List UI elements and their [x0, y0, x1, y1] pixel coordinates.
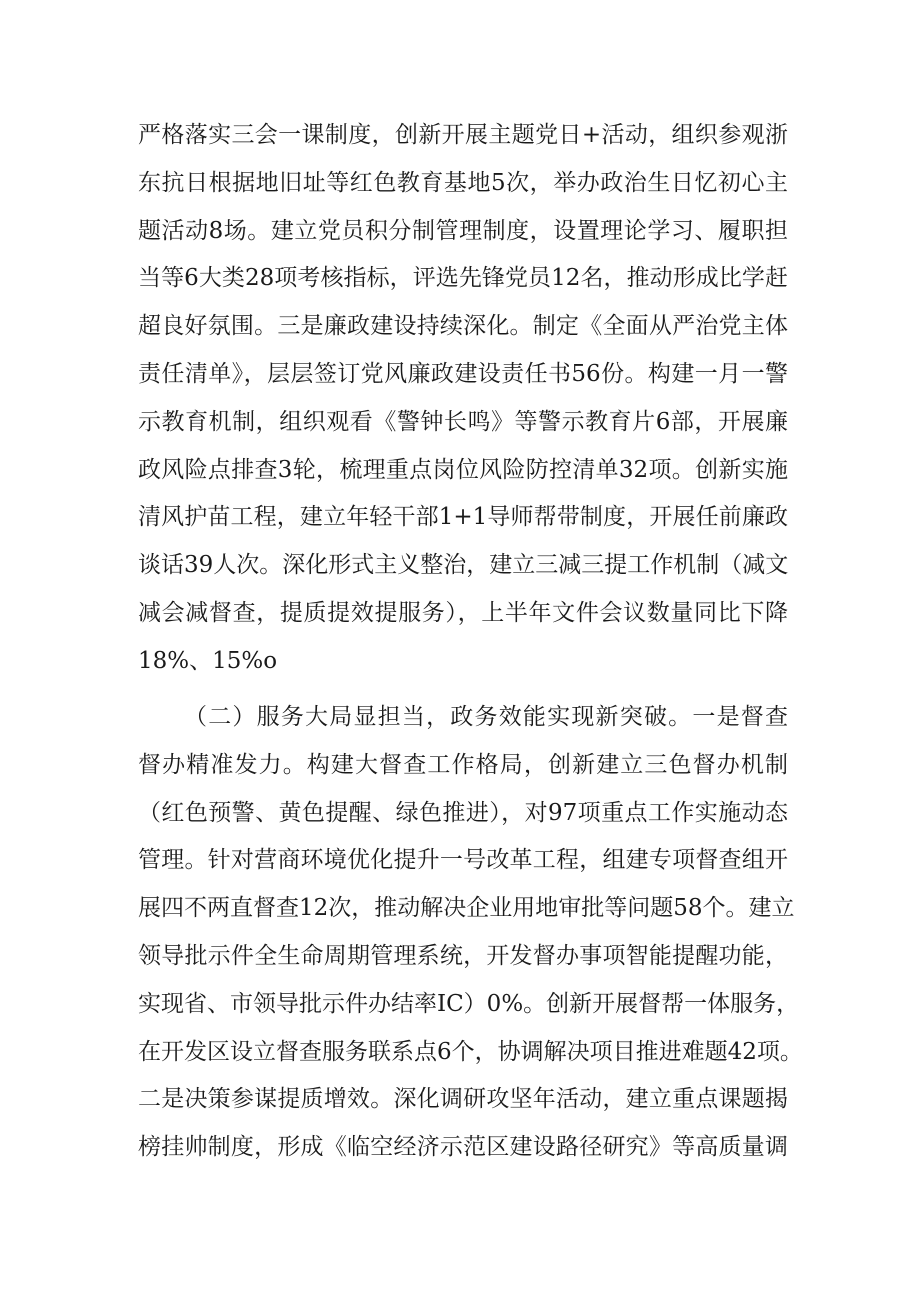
text-line: 当等6大类28项考核指标，评选先锋党员12名，推动形成比学赶: [138, 265, 788, 292]
text-line: 责任清单》，层层签订党风廉政建设责任书56份。构建一月一警: [138, 360, 788, 387]
paragraph-1: [138, 112, 788, 686]
text-line: 18%、15%o: [138, 647, 278, 674]
text-line: 榜挂帅制度，形成《临空经济示范区建设路径研究》等高质量调: [138, 1134, 788, 1161]
text-line: 管理。针对营商环境优化提升一号改革工程，组建专项督查组开: [138, 847, 788, 874]
text-line: 东抗日根据地旧址等红色教育基地5次，举办政治生日忆初心主: [138, 169, 788, 196]
text-line: 减会减督查，提质提效提服务），上半年文件会议数量同比下降: [138, 599, 788, 626]
text-line: 二是决策参谋提质增效。深化调研攻坚年活动，建立重点课题揭: [138, 1086, 788, 1113]
text-line: 领导批示件全生命周期管理系统，开发督办事项智能提醒功能，: [138, 942, 788, 969]
text-line: 严格落实三会一课制度，创新开展主题党日+活动，组织参观浙: [138, 122, 788, 148]
text-line: 示教育机制，组织观看《警钟长鸣》等警示教育片6部，开展廉: [138, 408, 788, 435]
text-line: 督办精准发力。构建大督查工作格局，创新建立三色督办机制: [138, 751, 788, 778]
text-line: 展四不两直督查12次，推动解决企业用地审批等问题58个。建立: [138, 895, 795, 922]
text-line: （红色预警、黄色提醒、绿色推进），对97项重点工作实施动态: [138, 799, 788, 826]
paragraph-2: [138, 694, 803, 1172]
text-line: 谈话39人次。深化形式主义整治，建立三减三提工作机制（减文: [138, 552, 789, 579]
text-line: 题活动8场。建立党员积分制管理制度，设置理论学习、履职担: [138, 217, 788, 244]
text-line: 实现省、市领导批示件办结率IC）0%。创新开展督帮一体服务，: [138, 990, 800, 1017]
text-line: 政风险点排查3轮，梳理重点岗位风险防控清单32项。创新实施: [138, 456, 788, 483]
text-line: 超良好氛围。三是廉政建设持续深化。制定《全面从严治党主体: [138, 313, 788, 340]
text-line: 在开发区设立督查服务联系点6个，协调解决项目推进难题42项。: [138, 1038, 803, 1065]
text-line: 清风护苗工程，建立年轻干部1+1导师帮带制度，开展任前廉政: [138, 504, 788, 531]
text-line: （二）服务大局显担当，政务效能实现新突破。一是督查: [184, 704, 788, 730]
